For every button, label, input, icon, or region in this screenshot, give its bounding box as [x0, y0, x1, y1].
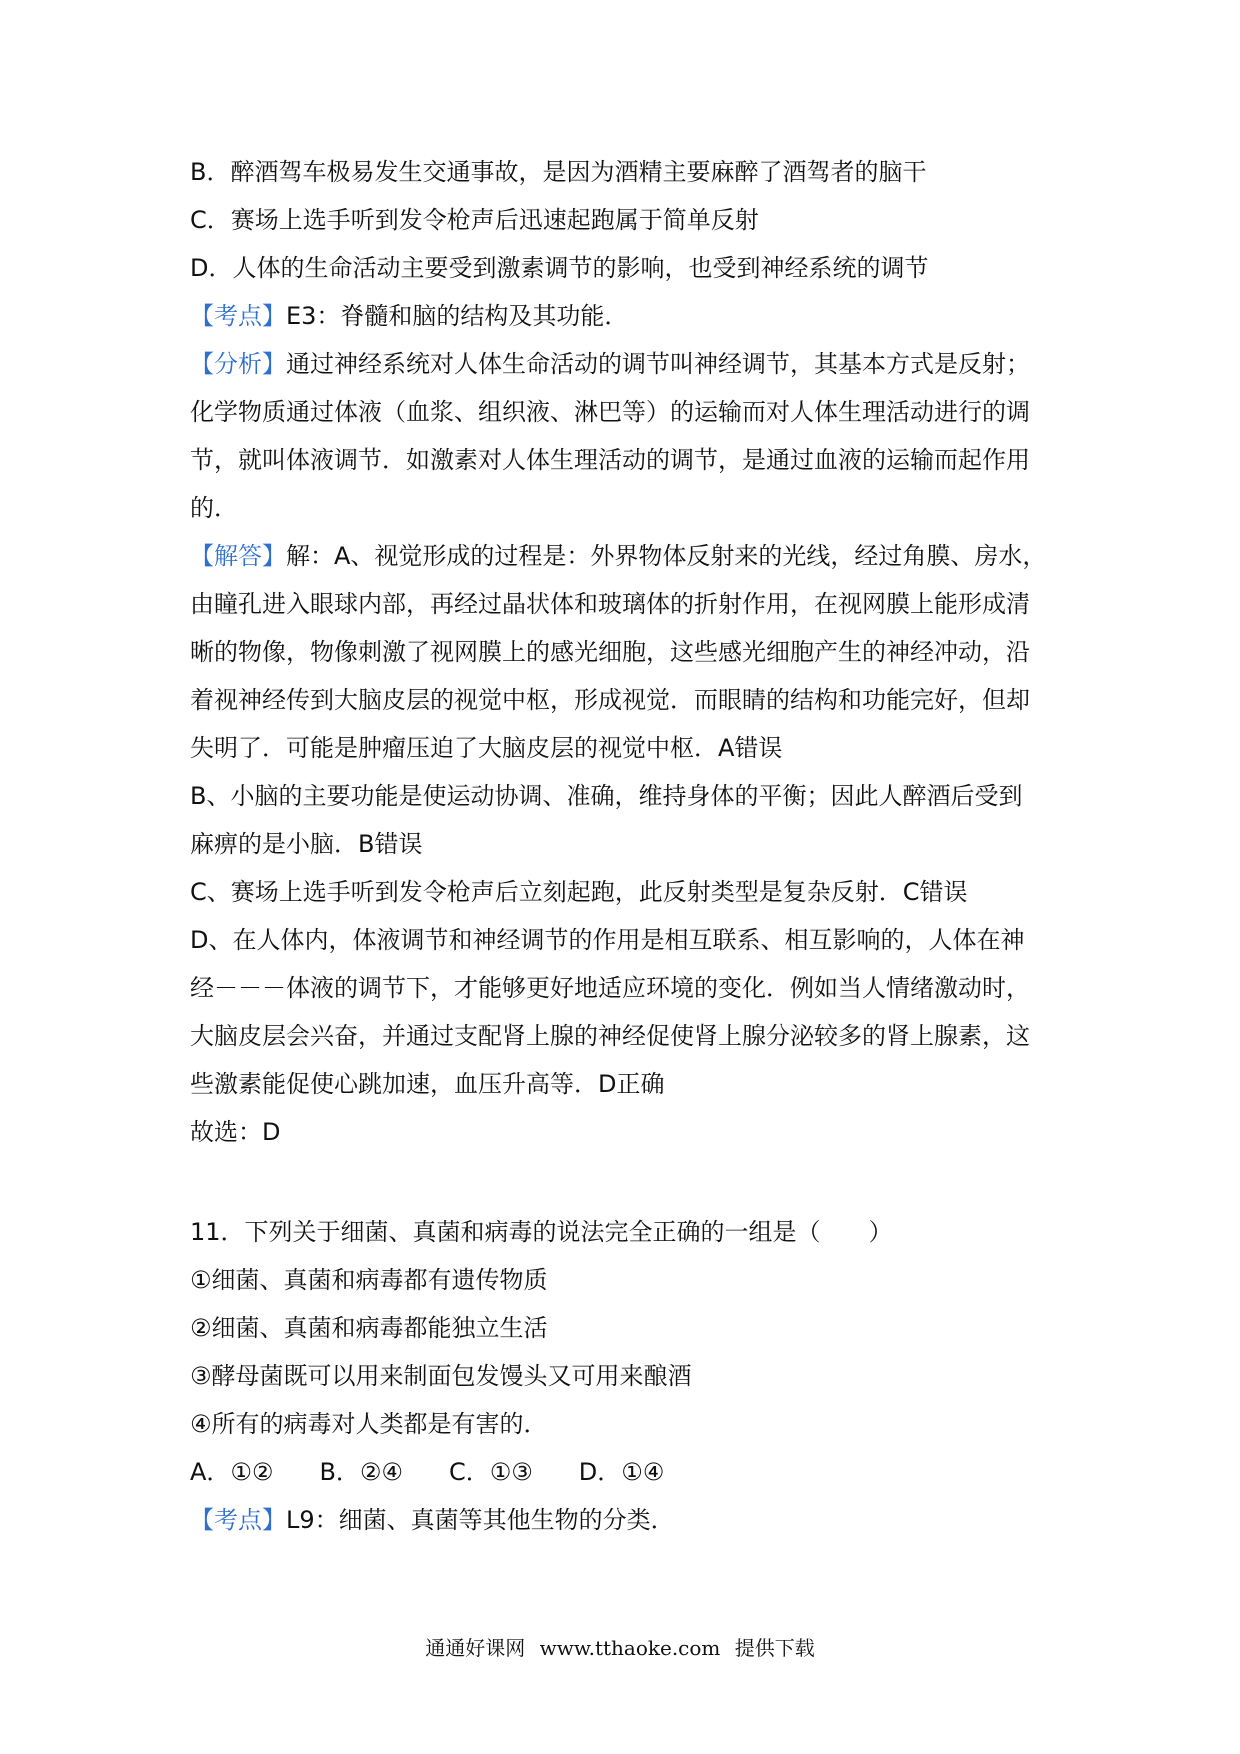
jieda-line: 着视神经传到大脑皮层的视觉中枢，形成视觉．而眼睛的结构和功能完好，但却 — [190, 686, 1030, 714]
fenxi-line: 节，就叫体液调节．如激素对人体生理活动的调节，是通过血液的运输而起作用 — [190, 446, 1030, 474]
jieda-line: 大脑皮层会兴奋，并通过支配肾上腺的神经促使肾上腺分泌较多的肾上腺素，这 — [190, 1022, 1030, 1050]
q11-item: ③酵母菌既可以用来制面包发馒头又可用来酿酒 — [190, 1362, 692, 1390]
fenxi-tag: 【分析】 — [190, 350, 286, 378]
choice-b: B．②④ — [319, 1458, 403, 1486]
jieda-answer: 故选：D — [190, 1118, 281, 1146]
q10-option-c: C．赛场上选手听到发令枪声后迅速起跑属于简单反射 — [190, 206, 759, 234]
q11-kaodian — [190, 1496, 1060, 1544]
fenxi-line: 化学物质通过体液（血浆、组织液、淋巴等）的运输而对人体生理活动进行的调 — [190, 398, 1030, 426]
jieda-line: 麻痹的是小脑．B错误 — [190, 830, 423, 858]
q10-kaodian — [190, 292, 1060, 340]
jieda-line: 由瞳孔进入眼球内部，再经过晶状体和玻璃体的折射作用，在视网膜上能形成清 — [190, 590, 1030, 618]
kaodian-text: L9：细菌、真菌等其他生物的分类． — [286, 1506, 675, 1534]
kaodian-tag: 【考点】 — [190, 302, 286, 330]
jieda-line: D、在人体内，体液调节和神经调节的作用是相互联系、相互影响的，人体在神 — [190, 926, 1025, 954]
q10-option-b: B．醉酒驾车极易发生交通事故，是因为酒精主要麻醉了酒驾者的脑干 — [190, 158, 927, 186]
jieda-line: 经－－－体液的调节下，才能够更好地适应环境的变化．例如当人情绪激动时， — [190, 974, 1030, 1002]
footer-site: 通通好课网 — [425, 1636, 526, 1660]
choice-c: C．①③ — [448, 1458, 533, 1486]
fenxi-line: 的． — [190, 494, 238, 522]
choice-a: A．①② — [190, 1458, 274, 1486]
document-body — [190, 148, 1060, 1544]
jieda-line: 失明了．可能是肿瘤压迫了大脑皮层的视觉中枢．A错误 — [190, 734, 783, 762]
q11-item: ①细菌、真菌和病毒都有遗传物质 — [190, 1266, 548, 1294]
jieda-line: B、小脑的主要功能是使运动协调、准确，维持身体的平衡；因此人醉酒后受到 — [190, 782, 1023, 810]
q11-item: ④所有的病毒对人类都是有害的． — [190, 1410, 548, 1438]
footer-url[interactable]: www.tthaoke.com — [539, 1636, 721, 1660]
q11-choices — [190, 1448, 1060, 1496]
jieda-tag: 【解答】 — [190, 542, 286, 570]
q10-option-d: D．人体的生命活动主要受到激素调节的影响，也受到神经系统的调节 — [190, 254, 929, 282]
kaodian-text: E3：脊髓和脑的结构及其功能． — [286, 302, 629, 330]
fenxi-line: 通过神经系统对人体生命活动的调节叫神经调节，其基本方式是反射； — [286, 350, 1030, 378]
choice-d: D．①④ — [578, 1458, 665, 1486]
page-footer — [0, 1632, 1240, 1661]
q11-item: ②细菌、真菌和病毒都能独立生活 — [190, 1314, 548, 1342]
kaodian-tag: 【考点】 — [190, 1506, 286, 1534]
jieda-line: 些激素能促使心跳加速，血压升高等．D正确 — [190, 1070, 665, 1098]
footer-note: 提供下载 — [734, 1636, 815, 1660]
jieda-line: 解：A、视觉形成的过程是：外界物体反射来的光线，经过角膜、房水， — [286, 542, 1047, 570]
question-spacer — [190, 1156, 1060, 1208]
jieda-line: C、赛场上选手听到发令枪声后立刻起跑，此反射类型是复杂反射．C错误 — [190, 878, 968, 906]
q10-jieda — [190, 532, 1060, 580]
jieda-line: 晰的物像，物像刺激了视网膜上的感光细胞，这些感光细胞产生的神经冲动，沿 — [190, 638, 1030, 666]
q10-fenxi — [190, 340, 1060, 388]
q11-stem: 11．下列关于细菌、真菌和病毒的说法完全正确的一组是（ ） — [190, 1218, 893, 1246]
